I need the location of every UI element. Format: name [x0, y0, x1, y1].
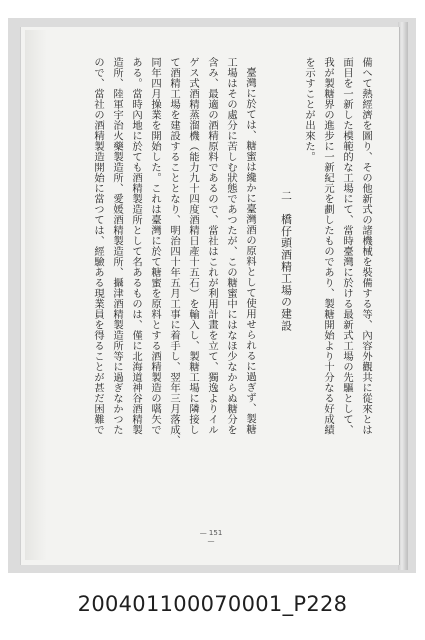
- body-line: 含み、最適の酒精原料であるので、當社はこれが利用計畫を立て、獨逸よりイル: [206, 57, 218, 435]
- paragraph-line: 備へて熱經濟を圖り、その他新式の諸機械を裝備する等、內容外觀共に從來とは: [360, 57, 372, 435]
- paragraph-line: 面目を一新した模範的な工場にて、當時臺灣に於ける最新式工場の先驅として、: [341, 57, 353, 435]
- paragraph-line: 我が製糖界の進步に一新紀元を劃したものであり、製糖開始より十分なる好成績: [322, 57, 334, 435]
- body-line: 同年四月操業を開始した。これは臺灣に於て糖蜜を原料とする酒精製造の嚆矢で: [149, 57, 161, 435]
- page-number: — 151 —: [199, 529, 223, 545]
- page-gutter: [25, 30, 47, 560]
- book-spine-edge: [398, 22, 408, 570]
- body-line: ある。當時內地に於ても酒精製造所として名あるものは、僅に北海道神谷酒精製: [130, 57, 142, 435]
- body-line: ゲス式酒精蒸溜機（能力九十四度酒精日產十五石）を輸入し、製糖工場に隣接し: [187, 57, 199, 435]
- body-line: 工場はその處分に苦しむ狀態であつたが、この糖蜜中にはなほ少なからぬ糖分を: [225, 57, 237, 435]
- section-heading: 二 橋仔頭酒精工場の建設: [280, 190, 293, 332]
- paragraph-line: を示すことが出來た。: [303, 57, 315, 162]
- image-id-caption: 200401100070001_P228: [77, 592, 348, 616]
- body-line: 造所、陸軍宇治火藥製造所、愛媛酒精製造所、攝津酒精製造所等に過ぎなかつた: [111, 57, 123, 435]
- body-line: て酒精工場を建設することとなり、明治四十年五月工事に着手し、翌年三月落成、: [168, 57, 180, 446]
- body-line: ので、當社の酒精製造開始に當つては、經驗ある現業員を得ることが甚だ困難で: [92, 57, 104, 435]
- body-line: 臺灣に於ては、糖蜜は纔かに臺灣酒の原料として使用せられるに過ぎず、製糖: [244, 67, 256, 435]
